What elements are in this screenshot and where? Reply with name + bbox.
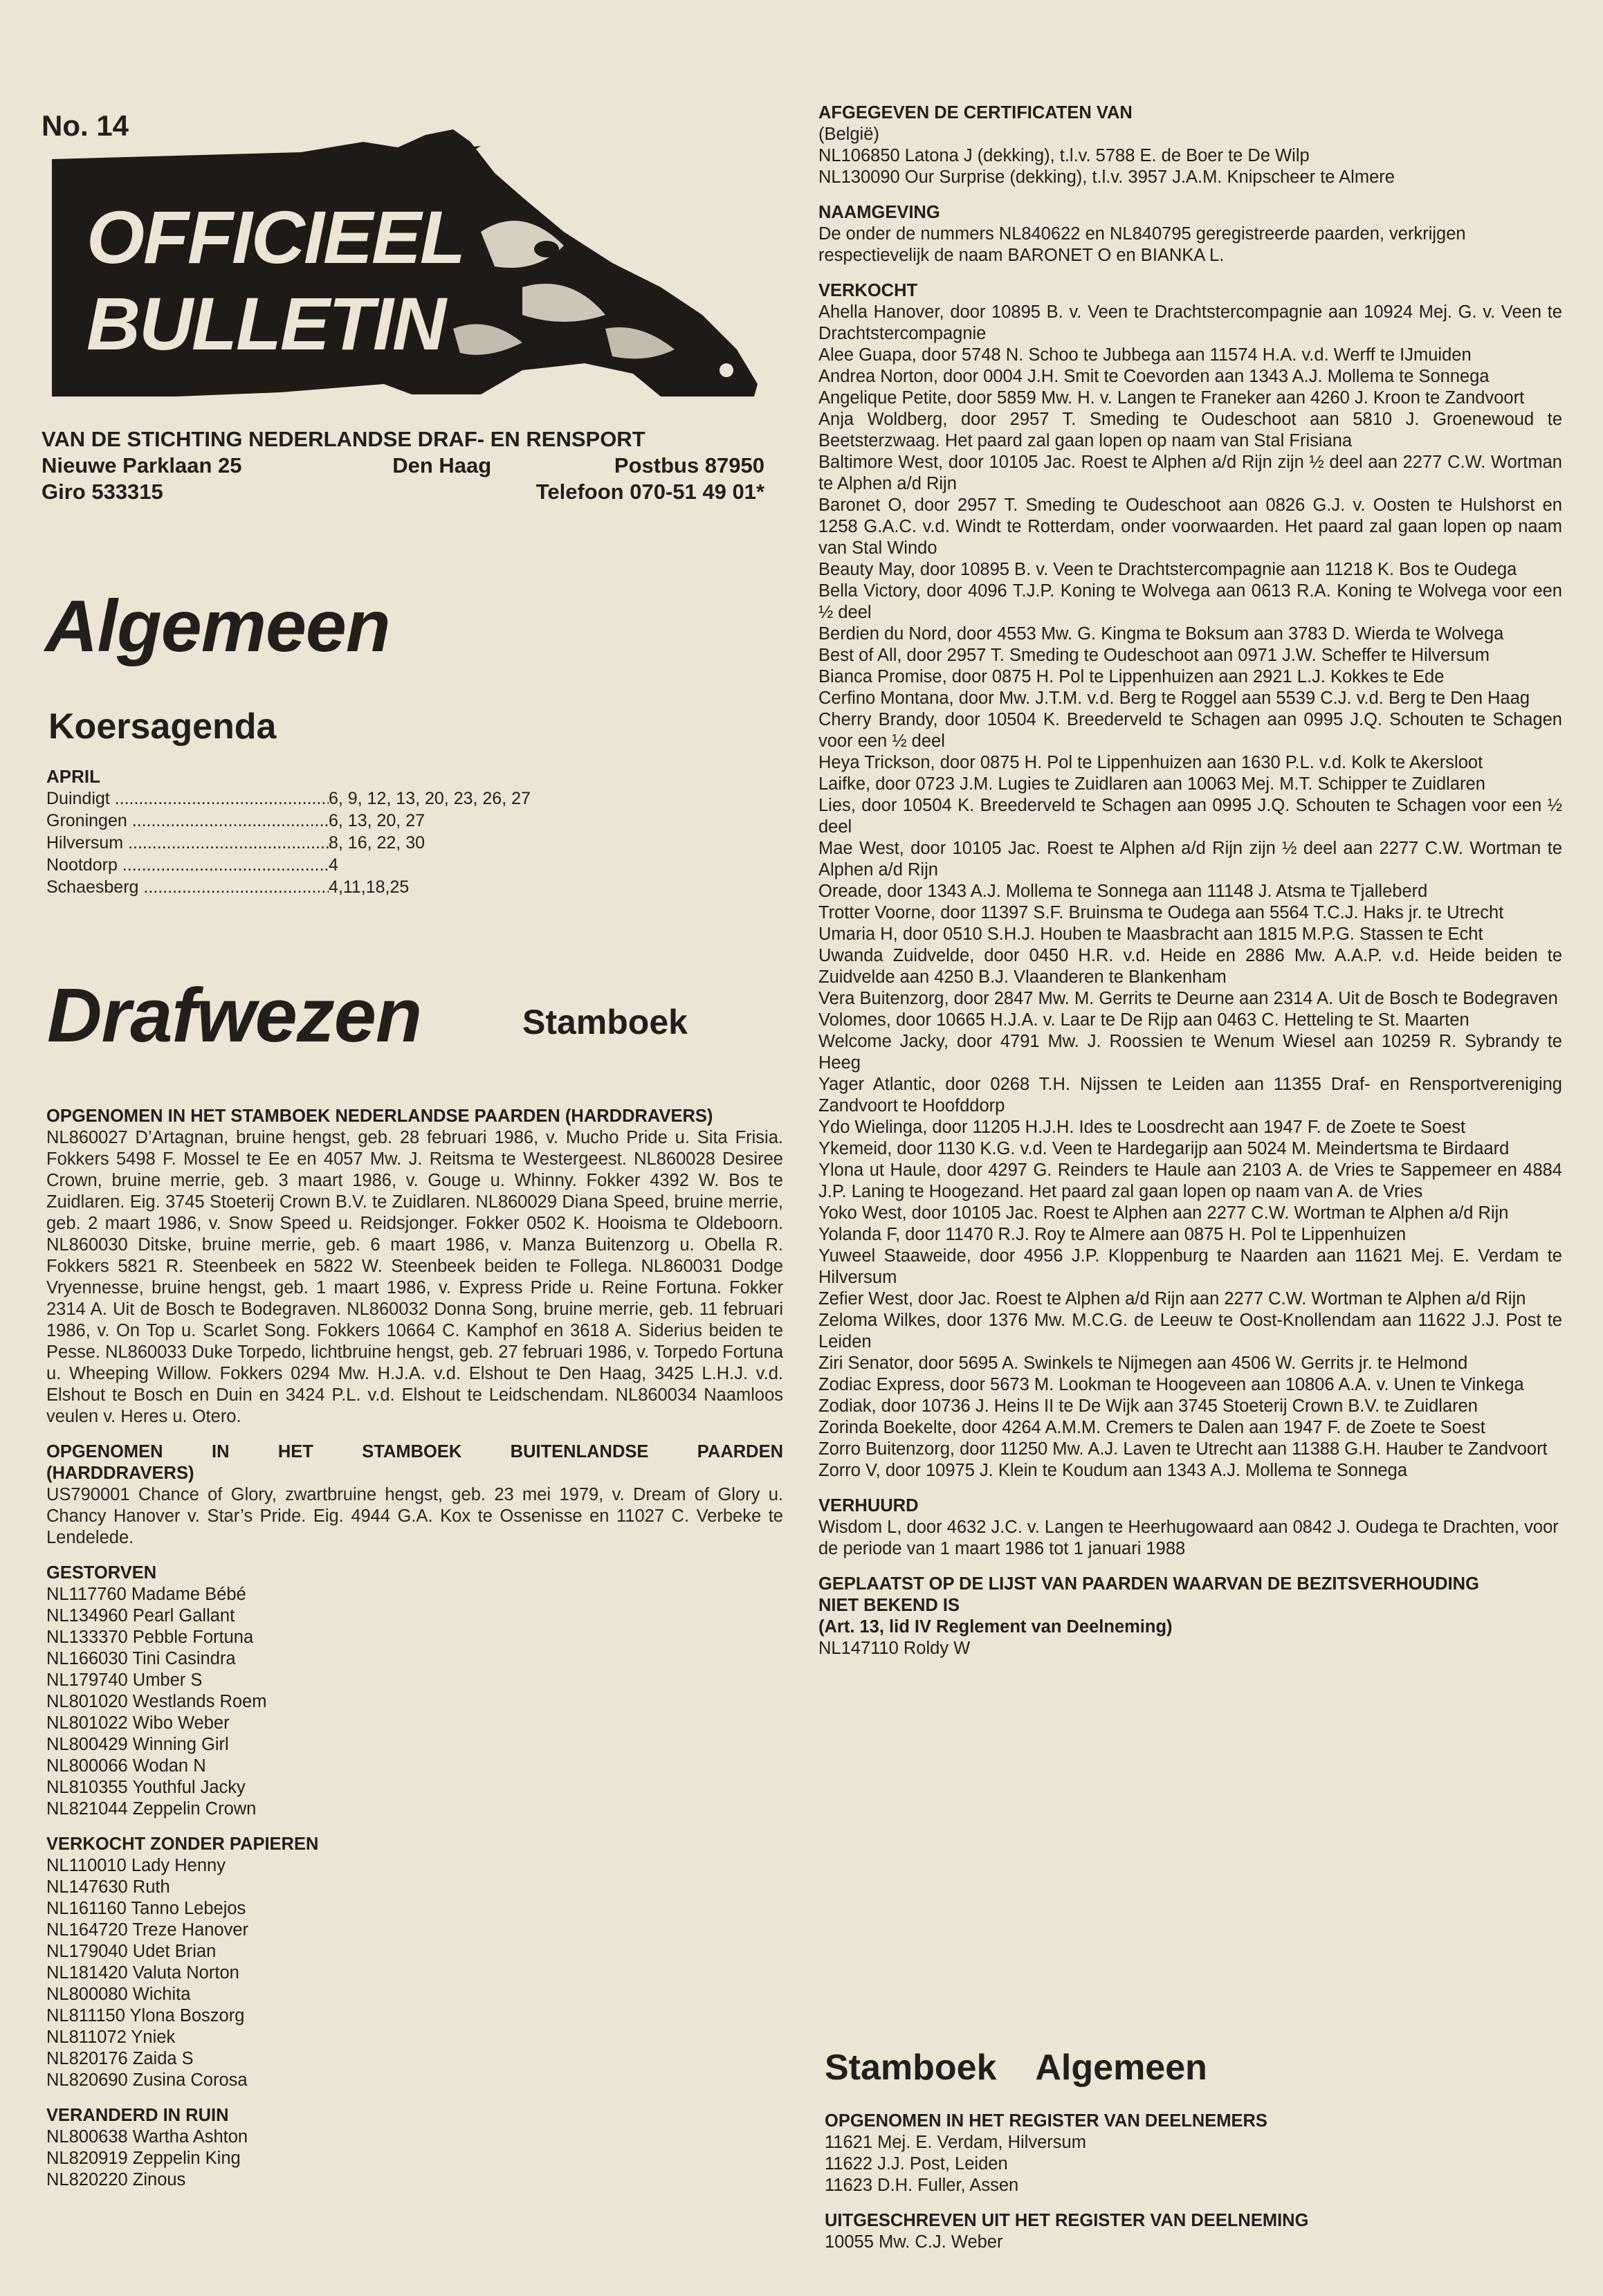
sold-without-papers-list: [46, 1855, 783, 2091]
list-item: NL820176 Zaida S: [46, 2049, 194, 2068]
issue-number: No. 14: [42, 109, 129, 142]
list-item: NL134960 Pearl Gallant: [46, 1606, 235, 1625]
sold-without-papers-header: VERKOCHT ZONDER PAPIEREN: [46, 1834, 319, 1854]
unknown-ownership-header-2: NIET BEKEND IS: [818, 1596, 960, 1615]
died-list: [46, 1584, 783, 1820]
officieel-bulletin-logo: [38, 121, 761, 398]
sold-item: Berdien du Nord, door 4553 Mw. G. Kingma te Boksum aan 3783 D. Wierda te Wolvega: [818, 624, 1504, 644]
sold-item: Beauty May, door 10895 B. v. Veen te Drachtstercompagnie aan 11218 K. Bos te Oudega: [818, 560, 1517, 579]
registered-header: OPGENOMEN IN HET REGISTER VAN DEELNEMERS: [825, 2111, 1267, 2131]
list-item: NL181420 Valuta Norton: [46, 1963, 239, 1983]
list-item: NL179740 Umber S: [46, 1670, 203, 1690]
list-item: NL820220 Zinous: [46, 2170, 186, 2189]
sold-item: Bella Victory, door 4096 T.J.P. Koning te Wolvega aan 0613 R.A. Koning te Wolvega voor een ½ deel: [818, 581, 1562, 622]
sold-item: Yuweel Staaweide, door 4956 J.P. Kloppenburg te Naarden aan 11621 Mej. E. Verdam te Hilversum: [818, 1246, 1562, 1287]
list-item: 10055 Mw. C.J. Weber: [825, 2232, 1003, 2252]
sold-item: Ykemeid, door 1130 K.G. v.d. Veen te Hardegarijp aan 5024 M. Meindertsma te Birdaard: [818, 1139, 1510, 1158]
foreign-studbook-entries: US790001 Chance of Glory, zwartbruine hengst, geb. 23 mei 1979, v. Dream of Glory u. Chancy Hanover v. Star’s Pride. Eig. 4944 G.A. Kox te Ossenisse en 11027 C. Verbeke te Lendelede.: [46, 1485, 783, 1547]
list-item: NL147630 Ruth: [46, 1877, 170, 1897]
sold-header: VERKOCHT: [818, 281, 918, 300]
sold-item: Cherry Brandy, door 10504 K. Breederveld te Schagen aan 0995 J.Q. Schouten te Schagen voor een ½ deel: [818, 710, 1562, 751]
list-item: NL800066 Wodan N: [46, 1756, 206, 1776]
publisher-street: Nieuwe Parklaan 25: [42, 453, 242, 477]
list-item: NL801020 Westlands Roem: [46, 1692, 267, 1711]
publisher-block: [42, 426, 764, 505]
certificates-header: AFGEGEVEN DE CERTIFICATEN VAN: [818, 103, 1133, 122]
gelding-list: [46, 2126, 783, 2191]
sold-item: Cerfino Montana, door Mw. J.T.M. v.d. Berg te Roggel aan 5539 C.J. v.d. Berg te Den Haag: [818, 689, 1530, 708]
list-item: NL117760 Madame Bébé: [46, 1585, 246, 1604]
rented-header: VERHUURD: [818, 1496, 919, 1515]
sold-item: Baronet O, door 2957 T. Smeding te Oudeschoot aan 0826 G.J. v. Oosten te Hulshorst en 1258 G.A.C. v.d. Windt te Rotterdam, onder voorwaarden. Het paard zal gaan lopen op naam van Stal Windo: [818, 495, 1562, 558]
list-item: NL800429 Winning Girl: [46, 1735, 229, 1754]
sold-item: Zodiak, door 10736 J. Heins II te De Wijk aan 3745 Stoeterij Crown B.V. te Zuidlaren: [818, 1396, 1478, 1416]
unknown-ownership-header-3: (Art. 13, lid IV Reglement van Deelneming): [818, 1617, 1173, 1637]
race-agenda: [46, 765, 544, 898]
agenda-row: Groningen ..... 6, 13, 20, 27: [46, 810, 544, 832]
publisher-phone: Telefoon 070-51 49 01*: [535, 480, 764, 504]
agenda-month: APRIL: [46, 766, 100, 787]
sold-item: Vera Buitenzorg, door 2847 Mw. M. Gerrits te Deurne aan 2314 A. Uit de Bosch te Bodegraven: [818, 989, 1558, 1008]
sold-item: Laifke, door 0723 J.M. Lugies te Zuidlaren aan 10063 Mej. M.T. Schipper te Zuidlaren: [818, 774, 1485, 794]
left-column: [46, 1106, 783, 2191]
publisher-city: Den Haag: [392, 453, 492, 477]
sold-item: Uwanda Zuidvelde, door 0450 H.R. v.d. Heide en 2886 Mw. A.A.P. v.d. Heide beiden te Zuidvelde aan 4250 B.J. Vlaanderen te Blankenham: [818, 946, 1562, 987]
list-item: NL164720 Treze Hanover: [46, 1920, 249, 1940]
list-item: NL130090 Our Surprise (dekking), t.l.v. 3957 J.A.M. Knipscheer te Almere: [818, 167, 1395, 187]
list-item: NL133370 Pebble Fortuna: [46, 1628, 254, 1647]
sold-item: Zorinda Boekelte, door 4264 A.M.M. Cremers te Dalen aan 1947 F. de Zoete te Soest: [818, 1418, 1485, 1437]
sold-list: [818, 302, 1562, 1482]
sold-item: Zorro V, door 10975 J. Klein te Koudum aan 1343 A.J. Mollema te Sonnega: [818, 1461, 1408, 1480]
sold-item: Yoko West, door 10105 Jac. Roest te Alphen aan 2277 C.W. Wortman te Alphen a/d Rijn: [818, 1203, 1509, 1223]
sold-item: Ylona ut Haule, door 4297 G. Reinders te Haule aan 2103 A. de Vries te Sappemeer en 4884 J.P. Laning te Hoogezand. Het paard zal gaan lopen op naam van A. de Vries: [818, 1160, 1562, 1201]
naming-text: De onder de nummers NL840622 en NL840795 geregistreerde paarden, verkrijgen respectievelijk de naam BARONET O en BIANKA L.: [818, 224, 1466, 265]
sold-item: Ydo Wielinga, door 11205 H.J.H. Ides te Loosdrecht aan 1947 F. de Zoete te Soest: [818, 1118, 1466, 1137]
sold-item: Alee Guapa, door 5748 N. Schoo te Jubbega aan 11574 H.A. v.d. Werff te IJmuiden: [818, 345, 1472, 365]
list-item: NL820919 Zeppelin King: [46, 2149, 241, 2168]
sold-item: Andrea Norton, door 0004 J.H. Smit te Coevorden aan 1343 A.J. Mollema te Sonnega: [818, 367, 1490, 386]
sold-item: Trotter Voorne, door 11397 S.F. Bruinsma te Oudega aan 5564 T.C.J. Haks jr. te Utrecht: [818, 903, 1504, 922]
nl-studbook-entries: NL860027 D’Artagnan, bruine hengst, geb. 28 februari 1986, v. Mucho Pride u. Sita Frisia. Fokkers 5498 F. Mossel te Ee en 4057 Mw. J. Reitsma te Westergeest. NL860028 Desiree Crown, bruine merrie, geb. 3 maart 1986, v. Gouge u. Whinny. Fokker 4392 W. Bos te Zuidlaren. Eig. 3745 Stoeterij Crown B.V. te Zuidlaren. NL860029 Diana Speed, bruine merrie, geb. 2 maart 1986, v. Snow Speed u. Reidsjonger. Fokker 0502 K. Hooisma te Oldeboorn. NL860030 Ditske, bruine merrie, geb. 6 maart 1986, v. Manza Buitenzorg u. Obella R. Fokkers 5821 R. Steenbeek en 5822 W. Steenbeek beiden te Follega. NL860031 Dodge Vryennesse, bruine hengst, geb. 1 maart 1986, v. Express Pride u. Reine Fortuna. Fokker 2314 A. Uit de Bosch te Bodegraven. NL860032 Donna Song, bruine merrie, geb. 11 februari 1986, v. On Top u. Scarlet Song. Fokkers 10664 C. Kamphof en 3618 A. Siderius beiden te Pesse. NL860033 Duke Torpedo, lichtbruine hengst, geb. 27 februari 1986, v. Torpedo Fortuna u. Wheeping Willow. Fokkers 0294 Mw. H.J.A. v.d. Elshout te Den Haag, 3425 L.H.J. v.d. Elshout te Bosch en Duin en 3424 P.L. v.d. Elshout te Leidschendam. NL860034 Naamloos veulen v. Heres u. Otero.: [46, 1128, 783, 1426]
list-item: NL179040 Udet Brian: [46, 1942, 217, 1961]
naming-header: NAAMGEVING: [818, 203, 940, 222]
list-item: NL800080 Wichita: [46, 1985, 191, 2004]
list-item: NL110010 Lady Henny: [46, 1856, 226, 1875]
list-item: NL161160 Tanno Lebejos: [46, 1899, 246, 1918]
gelding-header: VERANDERD IN RUIN: [46, 2106, 229, 2125]
rented-text: Wisdom L, door 4632 J.C. v. Langen te Heerhugowaard aan 0842 J. Oudega te Drachten, voor de periode van 1 maart 1986 tot 1 januari 1988: [818, 1518, 1559, 1558]
list-item: NL106850 Latona J (dekking), t.l.v. 5788 E. de Boer te De Wilp: [818, 146, 1310, 165]
sold-item: Yager Atlantic, door 0268 T.H. Nijssen te Leiden aan 11355 Draf- en Rensportvereniging Zandvoort te Hoofddorp: [818, 1075, 1562, 1115]
list-item: 11623 D.H. Fuller, Assen: [825, 2176, 1019, 2195]
sold-item: Lies, door 10504 K. Breederveld te Schagen aan 0995 J.Q. Schouten te Schagen voor een ½ deel: [818, 796, 1562, 837]
publisher-giro: Giro 533315: [42, 480, 163, 504]
sold-item: Zefier West, door Jac. Roest te Alphen a/d Rijn aan 2277 C.W. Wortman te Alphen a/d Rijn: [818, 1289, 1526, 1309]
sold-item: Volomes, door 10665 H.J.A. v. Laar te De Rijp aan 0463 C. Hetteling te St. Maarten: [818, 1010, 1469, 1030]
agenda-row: Nootdorp ..... 4: [46, 854, 544, 876]
list-item: NL147110 Roldy W: [818, 1639, 971, 1658]
publisher-name: VAN DE STICHTING NEDERLANDSE DRAF- EN RENSPORT: [42, 427, 645, 451]
list-item: NL811150 Ylona Boszorg: [46, 2006, 245, 2025]
sold-item: Heya Trickson, door 0875 H. Pol te Lippenhuizen aan 1630 P.L. v.d. Kolk te Akersloot: [818, 753, 1483, 772]
unknown-ownership-header-1: GEPLAATST OP DE LIJST VAN PAARDEN WAARVAN DE BEZITSVERHOUDING: [818, 1574, 1479, 1594]
sold-item: Yolanda F, door 11470 R.J. Roy te Almere aan 0875 H. Pol te Lippenhuizen: [818, 1225, 1407, 1244]
list-item: 11622 J.J. Post, Leiden: [825, 2154, 1008, 2174]
list-item: NL811072 Yniek: [46, 2028, 176, 2047]
list-item: NL166030 Tini Casindra: [46, 1649, 236, 1668]
sold-item: Zorro Buitenzorg, door 11250 Mw. A.J. Laven te Utrecht aan 11388 G.H. Hauber te Zandvoort: [818, 1439, 1548, 1459]
sold-item: Umaria H, door 0510 S.H.J. Houben te Maasbracht aan 1815 M.P.G. Stassen te Echt: [818, 924, 1483, 944]
list-item: NL801022 Wibo Weber: [46, 1713, 230, 1733]
sold-item: Zeloma Wilkes, door 1376 Mw. M.C.G. de Leeuw te Oost-Knollendam aan 11622 J.J. Post te Leiden: [818, 1311, 1562, 1351]
logo-line-2: BULLETIN: [86, 282, 445, 365]
agenda-row: Hilversum ..... 8, 16, 22, 30: [46, 832, 544, 854]
stamboek-algemeen-title: Stamboek Algemeen: [825, 2048, 1207, 2088]
drafwezen-title: Drafwezen: [47, 973, 422, 1058]
list-item: 11621 Mej. E. Verdam, Hilversum: [825, 2133, 1086, 2152]
sold-item: Ziri Senator, door 5695 A. Swinkels te Nijmegen aan 4506 W. Gerrits jr. te Helmond: [818, 1354, 1468, 1373]
sold-item: Angelique Petite, door 5859 Mw. H. v. Langen te Franeker aan 4260 J. Kroon te Zandvoort: [818, 388, 1525, 408]
list-item: NL810355 Youthful Jacky: [46, 1778, 246, 1797]
stamboek-subtitle: Stamboek: [522, 1003, 688, 1041]
koersagenda-title: Koersagenda: [48, 707, 277, 747]
sold-item: Oreade, door 1343 A.J. Mollema te Sonnega aan 11148 J. Atsma te Tjalleberd: [818, 882, 1428, 901]
list-item: NL820690 Zusina Corosa: [46, 2070, 248, 2090]
agenda-row: Duindigt ..... 6, 9, 12, 13, 20, 23, 26, 27: [46, 787, 544, 810]
sold-item: Zodiac Express, door 5673 M. Lookman te Hoogeveen aan 10806 A.A. v. Unen te Vinkega: [818, 1375, 1524, 1394]
sold-item: Welcome Jacky, door 4791 Mw. J. Roossien te Wenum Wiesel aan 10259 R. Sybrandy te Heeg: [818, 1032, 1562, 1073]
algemeen-title: Algemeen: [45, 585, 390, 667]
sold-item: Anja Woldberg, door 2957 T. Smeding te Oudeschoot aan 5810 J. Groenewoud te Beetsterzwaag. Het paard zal gaan lopen op naam van Stal Frisiana: [818, 410, 1562, 450]
list-item: NL821044 Zeppelin Crown: [46, 1799, 257, 1819]
right-column: [818, 102, 1562, 1659]
agenda-row: Schaesberg ..... 4,11,18,25: [46, 876, 544, 898]
foreign-studbook-header: OPGENOMEN IN HET STAMBOEK BUITENLANDSE PAARDEN (HARDDRAVERS): [46, 1442, 783, 1483]
certificates-country: (België): [818, 125, 879, 144]
nl-studbook-header: OPGENOMEN IN HET STAMBOEK NEDERLANDSE PAARDEN (HARDDRAVERS): [46, 1106, 713, 1126]
died-header: GESTORVEN: [46, 1563, 157, 1583]
list-item: NL800638 Wartha Ashton: [46, 2127, 248, 2147]
sold-item: Best of All, door 2957 T. Smeding te Oudeschoot aan 0971 J.W. Scheffer te Hilversum: [818, 646, 1490, 665]
sold-item: Ahella Hanover, door 10895 B. v. Veen te Drachtstercompagnie aan 10924 Mej. G. v. Veen te Drachtstercompagnie: [818, 302, 1562, 343]
publisher-postbus: Postbus 87950: [614, 453, 764, 477]
sold-item: Baltimore West, door 10105 Jac. Roest te Alphen a/d Rijn zijn ½ deel aan 2277 C.W. Wortman te Alphen a/d Rijn: [818, 453, 1562, 493]
sold-item: Bianca Promise, door 0875 H. Pol te Lippenhuizen aan 2921 L.J. Kokkes te Ede: [818, 667, 1445, 686]
logo-line-1: OFFICIEEL: [86, 195, 464, 279]
stamboek-algemeen-section: [825, 2111, 1561, 2253]
removed-header: UITGESCHREVEN UIT HET REGISTER VAN DEELNEMING: [825, 2211, 1309, 2230]
sold-item: Mae West, door 10105 Jac. Roest te Alphen a/d Rijn zijn ½ deel aan 2277 C.W. Wortman te Alphen a/d Rijn: [818, 839, 1562, 880]
